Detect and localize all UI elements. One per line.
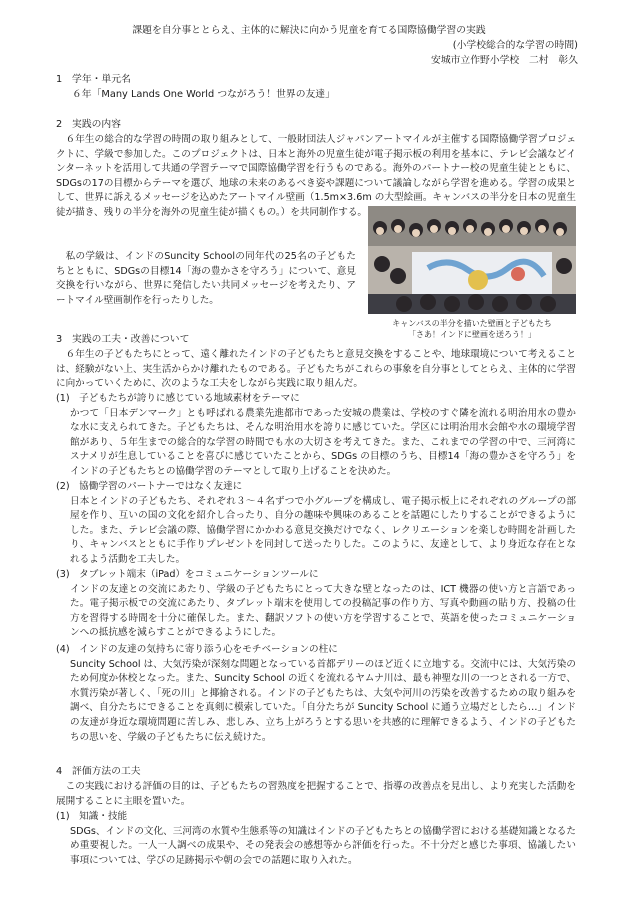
section-1-body: ６年「Many Lands One World つながろう！世界の友達」 [72, 89, 335, 100]
item-3-body: インドの友達との交流にあたり、学級の子どもたちにとって大きな壁となったのは、ICT 機器の使い方と言語であった。電子掲示板での交流にあたり、タブレット端末を使用しての投稿記事の作り方、写真や動画の貼り方、投稿の仕方を習得する時間を十分に確保した。また、翻訳ソフトの使い方を学習することで、英語を使ったコミュニケーションへの抵抗感を減らすことができるようにした。 [70, 583, 576, 639]
section-3-intro [56, 348, 576, 392]
item-2-body: 日本とインドの子どもたち、それぞれ３～４名ずつで小グループを構成し、電子掲示板上にそれぞれのグループの部屋を作り、互いの国の文化を紹介し合ったり、自分の趣味や興味のあることを話題にしたりすることができるようにした。また、テレビ会議の際、協働学習にかかわる意見交換だけでなく、レクリエーションを楽しむ時間を計画したり、キャンバスとともに手作りプレゼントを同封して送ったりした。このように、友達として、より身近な存在となれるよう活動を工夫した。 [70, 495, 576, 565]
section-2-paragraph-1: ６年生の総合的な学習の時間の取り組みとして、一般財団法人ジャパンアートマイルが主催する国際協働学習プロジェクトに、学級で参加した。このプロジェクトは、日本と海外の児童生徒が電子掲示板の利用を基本に、テレビ会議などインターネットを活用して共通の学習テーマで国際協働学習を行うものである。海外のパートナー校の児童生徒とともに、SDGsの17の目標からテーマを選び、地球の未来のあるべき姿や課題について議論しながら学習を進める。学習の成果として、世界に訴えるメッセージを込めたアートマイル壁画（1.5m×3.6m の大型絵画。キャンバスの半分を日本の児童生徒が描き、残りの半分を海外の児童生徒が描くもの。）を共同制作する。 [56, 134, 576, 218]
section-2-heading: 2 実践の内容 [56, 119, 122, 130]
section-2-paragraph-2: 私の学級は、インドのSuncity Schoolの同年代の25名の子どもたちとともに、SDGsの目標14「海の豊かさを守ろう」について、意見交換を行いながら、世界に発信したい共同メッセージを考えたり、アートマイル壁画制作を行ったりした。 [56, 251, 356, 306]
document-title: 課題を自分事ととらえ、主体的に解決に向かう児童を育てる国際協働学習の実践 [132, 25, 486, 36]
item-4-title: (4) インドの友達の気持ちに寄り添う心をモチベーションの柱に [56, 644, 338, 655]
section-4-heading: 4 評価方法の工夫 [56, 766, 141, 777]
item-4-body: Suncity School は、大気汚染が深刻な問題となっている首都デリーのほど近くに立地する。交流中には、大気汚染のため何度か休校となった。また、Suncity School の近くを流れるヤムナ川は、最も神聖な川の一つとされる一方で、水質汚染が著しく、「死の川」と揶揄される。インドの子どもたちは、大気や河川の汚染を改善するための取り組みを調べ、自分たちにできることを真剣に模索していた。「自分たちが Suncity School に通う立場だとしたら…」インドの友達が身近な環境問題に苦しみ、悲しみ、立ち上がろうとする思いを共感的に理解できるよう、インドの子どもたちの思いを、学級の子どもたちに伝え続けた。 [70, 658, 576, 743]
section-3-item-2 [56, 480, 576, 568]
section-3-heading: 3 実践の工夫・改善について [56, 334, 190, 345]
class-photo-illustration [368, 206, 576, 314]
author-line: 安城市立作野小学校 二村 彰久 [431, 55, 578, 66]
photo-caption [368, 318, 576, 340]
document-subtitle: (小学校総合的な学習の時間) [452, 40, 578, 51]
item-1-body: かつて「日本デンマーク」とも呼ばれる農業先進都市であった安城の農業は、学校のすぐ隣を流れる明治用水の豊かな水に支えられてきた。子どもたちは、そんな明治用水を誇りに感じていた。学区には明治用水会館や水の環境学習館があり、５年生までの総合的な学習の時間でも水の大切さを考えてきた。また、これまでの学習の中で、三河湾にスナメリが生息していることを喜びに感じていたことから、SDGs の目標のうち、目標14「海の豊かさを守ろう」をインドの子どもたちとの協働学習のテーマとして取り上げることを決めた。 [70, 407, 576, 477]
class-photo-image [368, 206, 576, 314]
section-4-item-1-body: SDGs、インドの文化、三河湾の水質や生態系等の知識はインドの子どもたちとの協働学習における基礎知識となるため重要視した。一人一人調べの成果や、その発表会の感想等から評価を行った。不十分だと感じた事項、協議したい事項については、学びの足跡掲示や朝の会での話題に取り入れた。 [70, 825, 576, 866]
section-3-item-1 [56, 392, 576, 480]
section-3-intro-text: ６年生の子どもたちにとって、遠く離れたインドの子どもたちと意見交換をすることや、地球環境について考えることは、経験がない上、実生活からかけ離れたものである。子どもたちがこれらの事象を自分事としてとらえ、主体的に学習に向かっていくために、次のような工夫をしながら実践に取り組んだ。 [56, 349, 576, 390]
item-3-title: (3) タブレット端末（iPad）をコミュニケーションツールに [56, 569, 319, 580]
item-2-title: (2) 協働学習のパートナーではなく友達に [56, 481, 243, 492]
section-4-item-1 [56, 810, 576, 868]
section-4-item-1-title: (1) 知識・技能 [56, 811, 128, 822]
section-1-heading: 1 学年・単元名 [56, 74, 131, 85]
section-3-item-4 [56, 643, 576, 745]
section-2-text-2 [56, 250, 356, 308]
photo-caption-line-2: 「さあ！インドに壁画を送ろう！」 [408, 330, 536, 339]
section-3-item-3 [56, 568, 576, 641]
section-4-intro [56, 780, 576, 809]
item-1-title: (1) 子どもたちが誇りに感じている地域素材をテーマに [56, 393, 300, 404]
photo-caption-line-1: キャンバスの半分を描いた壁画と子どもたち [392, 319, 552, 328]
section-4-intro-text: この実践における評価の目的は、子どもたちの習熟度を把握することで、指導の改善点を見出し、より充実した活動を展開することに主眼を置いた。 [56, 781, 576, 807]
